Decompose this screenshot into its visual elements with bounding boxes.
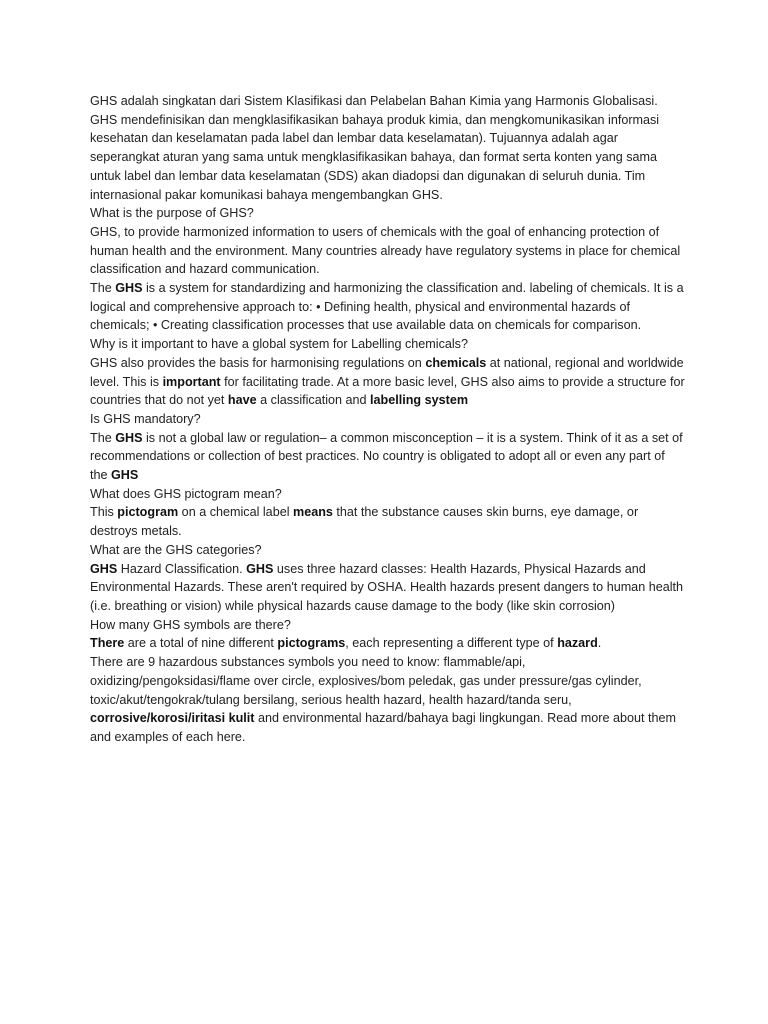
bold-text: chemicals (425, 355, 487, 370)
paragraph (90, 503, 685, 540)
bold-text: pictograms (277, 636, 346, 651)
bold-text: labelling system (370, 393, 469, 408)
text-run: for facilitating trade. At a more basic level, GHS also aims to provide a structure for countries that do not yet (90, 374, 685, 408)
text-run: uses three hazard classes: Health Hazards, Physical Hazards and Environmental Hazards. These aren't required by OSHA. Health hazards present dangers to human health (i.e. breathing or vision) while physical hazards cause damage to the body (like skin corrosion) (90, 561, 684, 613)
bold-text: GHS (115, 281, 143, 296)
paragraph (90, 653, 685, 747)
text-run: , each representing a different type of (345, 636, 558, 651)
text-run: Hazard Classification. (117, 561, 247, 576)
text-run: at national, regional and worldwide level. This is (90, 355, 684, 389)
text-run: What is the purpose of GHS? (90, 206, 254, 221)
text-run: This (90, 505, 118, 520)
paragraph (90, 560, 685, 616)
text-run: What does GHS pictogram mean? (90, 486, 282, 501)
text-run: What are the GHS categories? (90, 542, 262, 557)
text-run: GHS also provides the basis for harmonising regulations on (90, 355, 426, 370)
paragraph (90, 204, 685, 223)
bold-text: pictogram (117, 505, 179, 520)
bold-text: GHS (90, 561, 118, 576)
text-run: on a chemical label (178, 505, 293, 520)
text-run: and environmental hazard/bahaya bagi lingkungan. Read more about them and examples of each here. (90, 711, 676, 744)
paragraph (90, 223, 685, 279)
paragraph (90, 616, 685, 635)
bold-text: GHS (115, 430, 143, 445)
document-body (90, 92, 685, 747)
bold-text: There (90, 636, 125, 651)
bold-text: have (227, 393, 257, 408)
text-run: is not a global law or regulation– a common misconception – it is a system. Think of it as a set of recommendations or collection of best practices. No country is obligated to adopt all or even any part of the (90, 430, 683, 483)
text-run: GHS adalah singkatan dari Sistem Klasifikasi dan Pelabelan Bahan Kimia yang Harmonis Globalisasi. GHS mendefinisikan dan mengklasifikasikan bahaya produk kimia, dan mengkomunikasikan informasi kesehatan dan keselamatan pada label dan lembar data keselamatan). Tujuannya adalah agar seperangkat aturan yang sama untuk mengklasifikasikan bahaya, dan format serta konten yang sama untuk label dan lembar data keselamatan (SDS) akan diadopsi dan digunakan di seluruh dunia. Tim internasional pakar komunikasi bahaya mengembangkan GHS. (90, 94, 660, 202)
text-run: Is GHS mandatory? (90, 411, 201, 426)
text-run: GHS, to provide harmonized information to users of chemicals with the goal of enhancing protection of human health and the environment. Many countries already have regulatory systems in place for chemical classification and hazard communication. (90, 224, 681, 277)
paragraph (90, 485, 685, 504)
text-run: is a system for standardizing and harmonizing the classification and. labeling of chemicals. It is a logical and comprehensive approach to: • Defining health, physical and environmental hazards of chemicals; • Creating classification processes that use available data on chemicals for comparison. (90, 281, 684, 333)
text-run: The (90, 430, 116, 445)
text-run: a classification and (256, 393, 371, 408)
text-run: There are 9 hazardous substances symbols you need to know: flammable/api, oxidizing/pengoksidasi/flame over circle, explosives/bom peledak, gas under pressure/gas cylinder, toxic/akut/tengokrak/tulang bersilang, serious health hazard, health hazard/tanda seru, (90, 655, 642, 707)
paragraph (90, 354, 685, 410)
text-run: Why is it important to have a global system for Labelling chemicals? (90, 337, 468, 352)
text-run: How many GHS symbols are there? (90, 617, 291, 632)
bold-text: hazard (557, 636, 598, 651)
paragraph (90, 634, 685, 653)
paragraph (90, 541, 685, 560)
paragraph (90, 335, 685, 354)
bold-text: GHS (246, 561, 274, 576)
bold-text: corrosive/korosi/iritasi kulit (90, 711, 255, 726)
bold-text: important (162, 374, 221, 389)
bold-text: GHS (111, 468, 139, 483)
paragraph (90, 92, 685, 204)
bold-text: means (293, 505, 333, 520)
paragraph (90, 279, 685, 335)
text-run: are a total of nine different (124, 636, 278, 651)
text-run: that the substance causes skin burns, eye damage, or destroys metals. (90, 505, 639, 539)
text-run: . (597, 636, 602, 651)
paragraph (90, 410, 685, 429)
paragraph (90, 429, 685, 485)
text-run: The (90, 281, 116, 296)
